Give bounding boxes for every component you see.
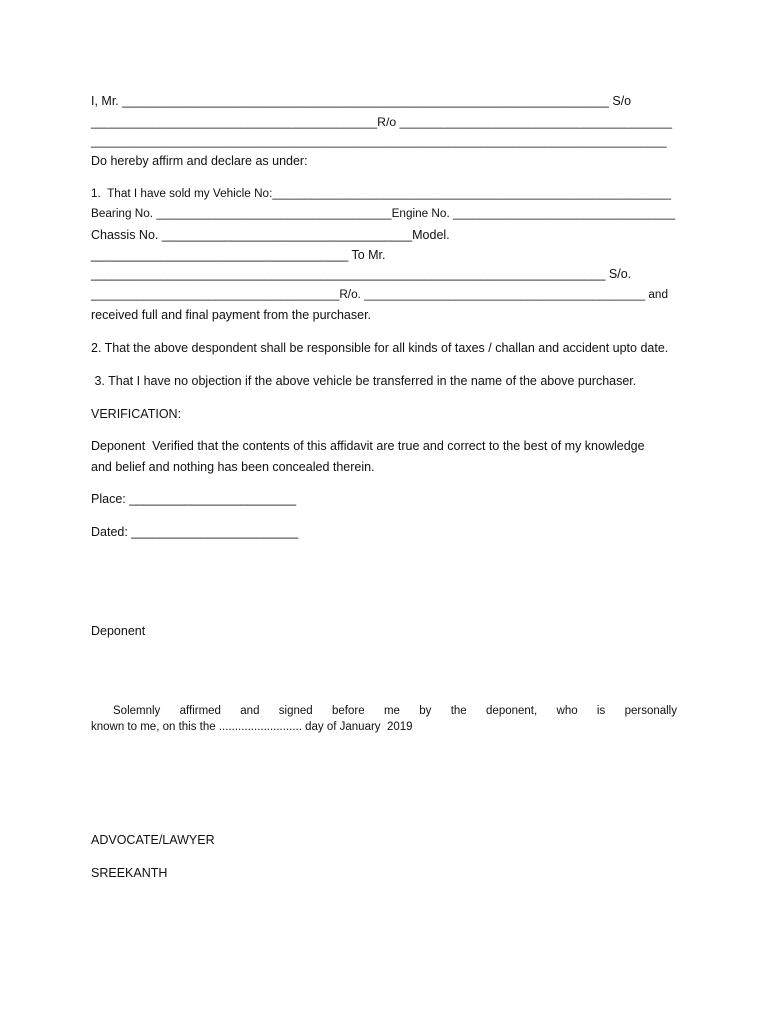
- item-2: 2. That the above despondent shall be responsible for all kinds of taxes / challan and accident upto date.: [91, 341, 669, 355]
- item-1-line-7: received full and final payment from the purchaser.: [91, 308, 372, 322]
- advocate-name: SREEKANTH: [91, 866, 168, 880]
- item-1-line-2: Bearing No. ____________________________________Engine No. __________________________________: [91, 207, 676, 220]
- item-1-line-4: _____________________________________ To Mr.: [91, 248, 386, 262]
- solemn-line-1: Solemnly affirmed and signed before me by the deponent, who is personally: [113, 705, 677, 717]
- intro-line-3: __________________________________________________________________________________________: [91, 136, 667, 148]
- item-1-line-5: __________________________________________________________________________ S/o.: [91, 267, 632, 281]
- intro-line-1: I, Mr. ______________________________________________________________________ S/o: [91, 94, 632, 108]
- place-field: Place: ________________________: [91, 492, 297, 506]
- item-1-line-1: 1. That I have sold my Vehicle No:_____________________________________________________________: [91, 187, 671, 200]
- verification-line-2: and belief and nothing has been concealed therein.: [91, 460, 375, 474]
- solemn-line-2: known to me, on this the .......................... day of January 2019: [91, 721, 413, 733]
- advocate-label: ADVOCATE/LAWYER: [91, 833, 215, 847]
- affirm-statement: Do hereby affirm and declare as under:: [91, 154, 308, 168]
- verification-line-1: Deponent Verified that the contents of this affidavit are true and correct to the best of my knowledge: [91, 439, 645, 453]
- verification-heading: VERIFICATION:: [91, 407, 182, 421]
- dated-field: Dated: ________________________: [91, 525, 299, 539]
- item-1-line-6: ______________________________________R/o. ___________________________________________ and: [91, 288, 669, 301]
- item-1-line-3: Chassis No. ____________________________________Model.: [91, 228, 450, 242]
- item-3: 3. That I have no objection if the above vehicle be transferred in the name of the above purchaser.: [91, 374, 637, 388]
- intro-line-2: __________________________________________R/o ________________________________________: [91, 115, 673, 129]
- deponent-label: Deponent: [91, 624, 146, 638]
